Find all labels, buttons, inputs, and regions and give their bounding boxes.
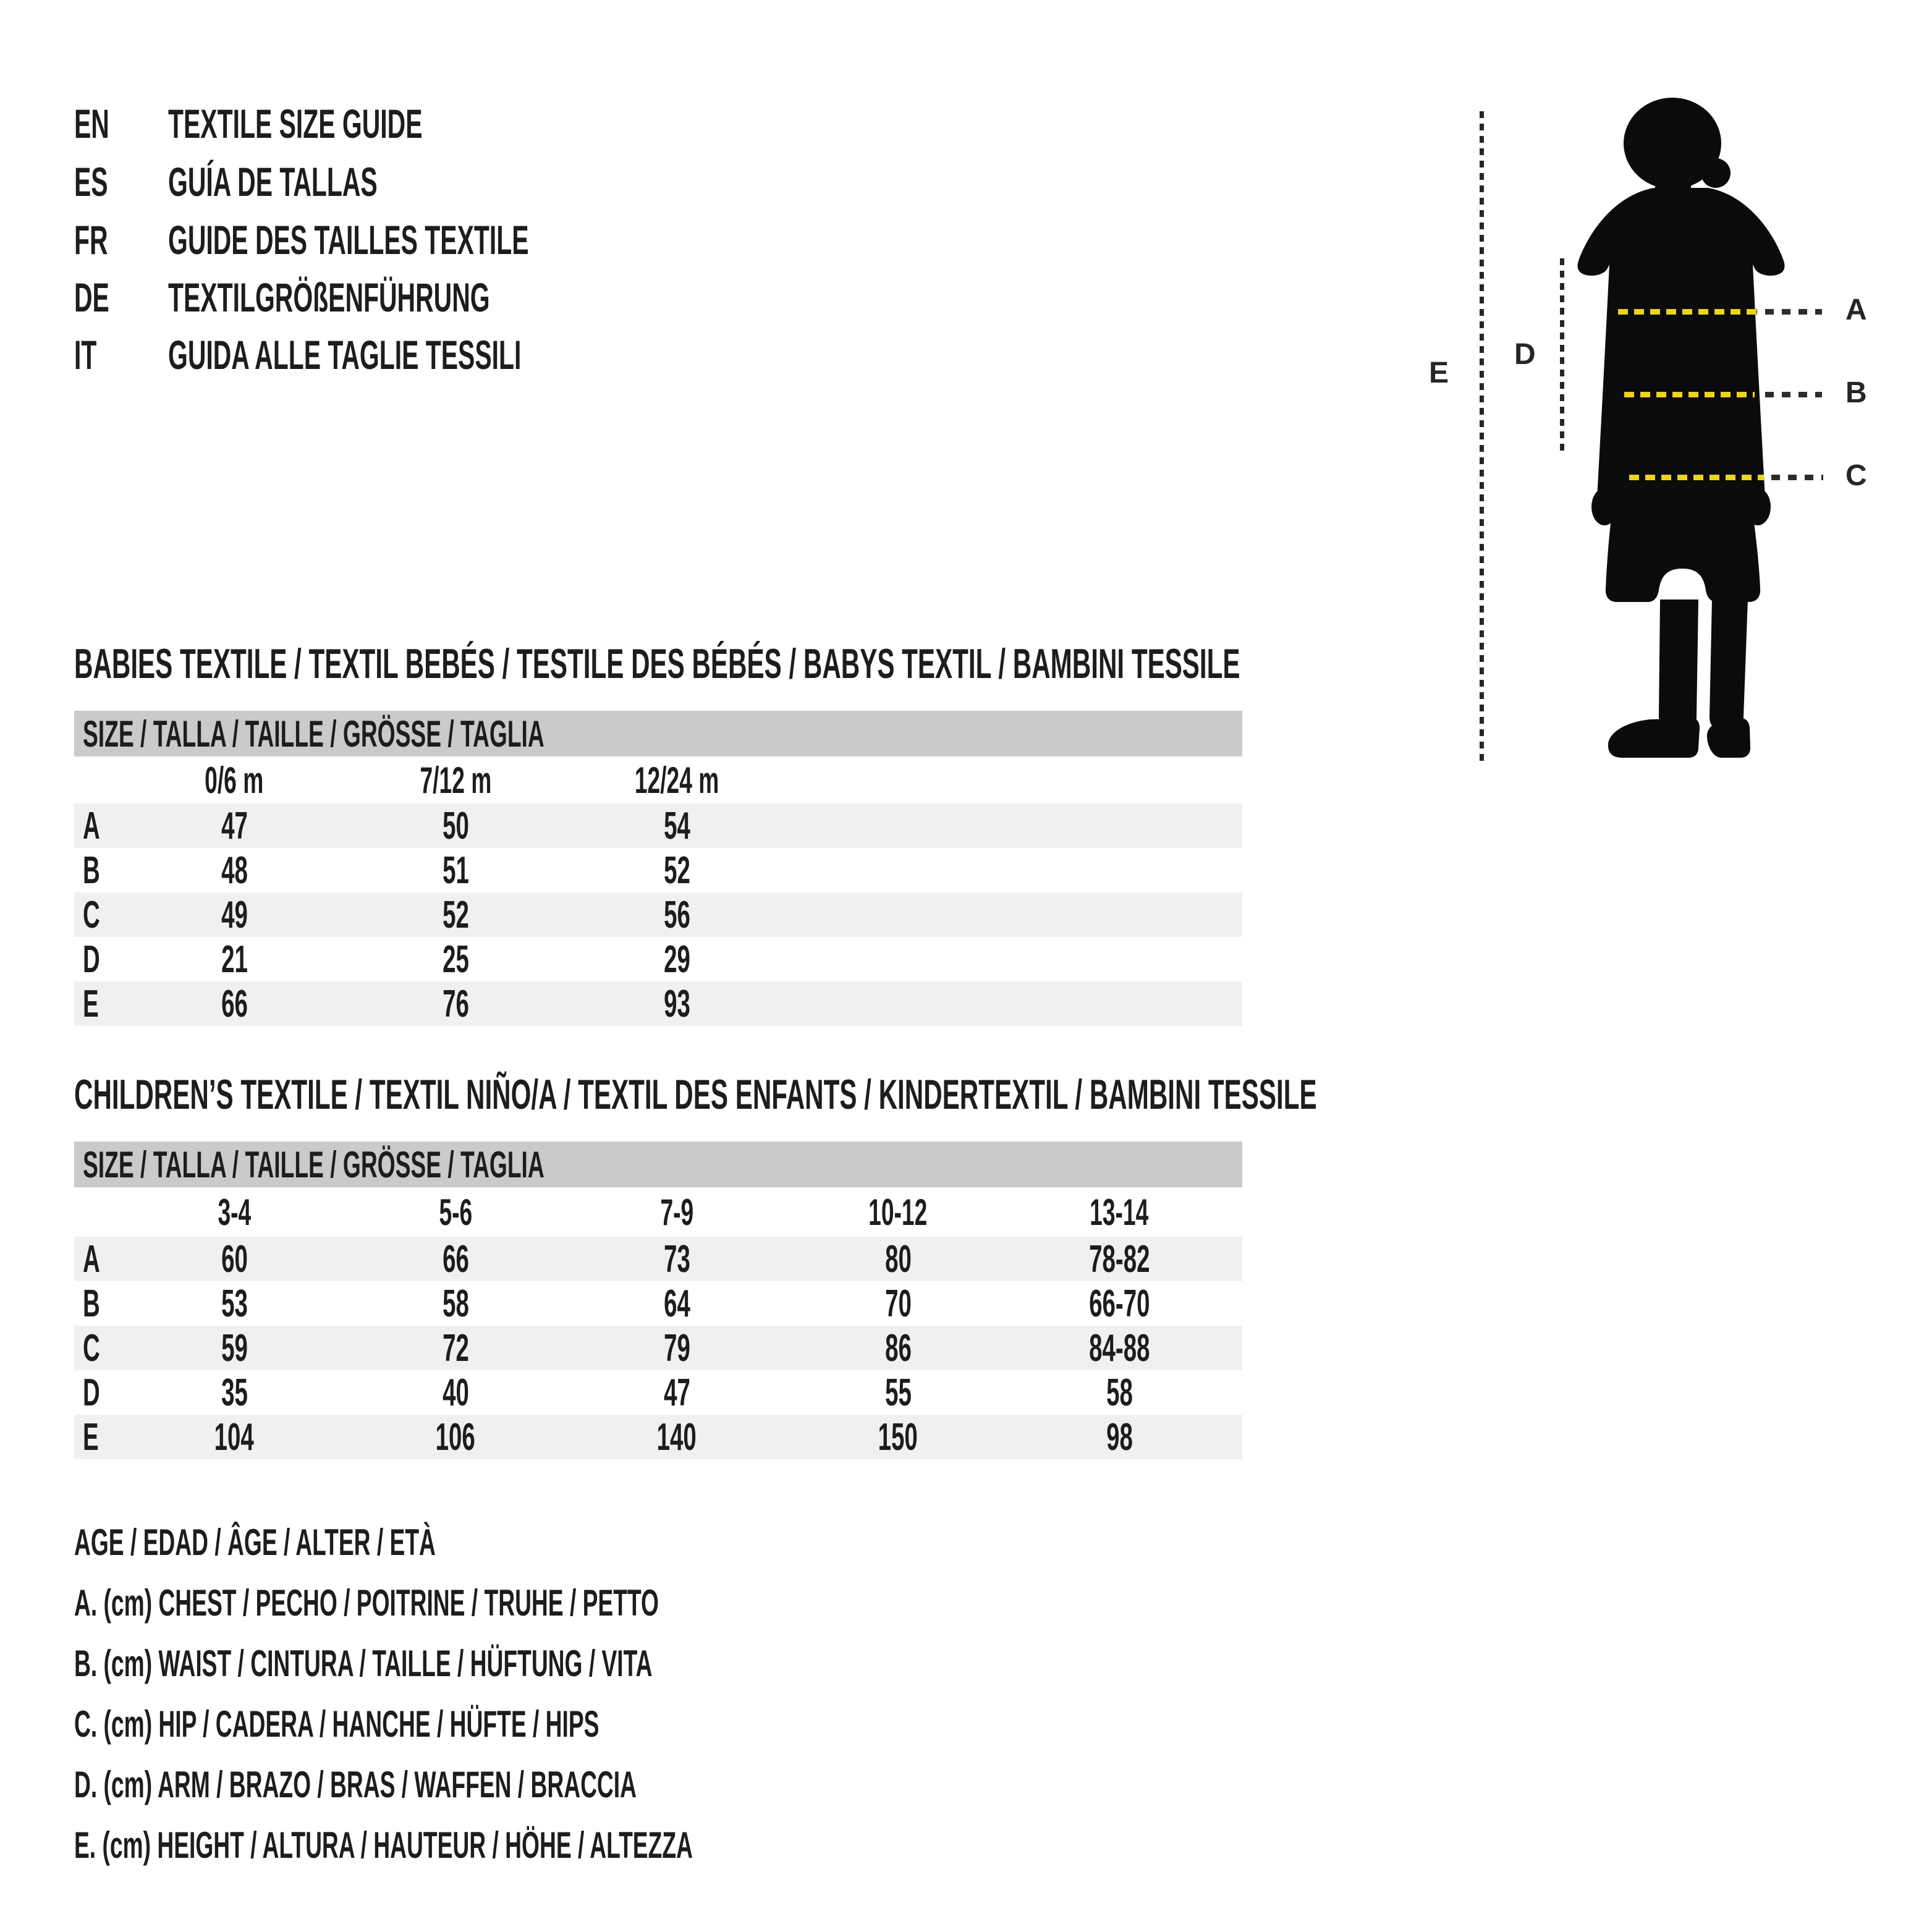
table-cell: 106 (435, 1415, 476, 1459)
column-header: 0/6 m (205, 759, 264, 801)
legend-line-hip: C. (cm) HIP / CADERA / HANCHE / HÜFTE / HIPS (74, 1703, 600, 1745)
table-cell: 21 (221, 938, 248, 981)
table-cell: 53 (221, 1282, 248, 1325)
size-header-label: SIZE / TALLA / TAILLE / GRÖSSE / TAGLIA (83, 713, 544, 755)
table-cell: 52 (442, 893, 469, 936)
table-row (74, 1281, 1242, 1326)
child-silhouette (1570, 98, 1792, 765)
children-section-title-text: CHILDREN’S TEXTILE / TEXTIL NIÑO/A / TEXTIL DES ENFANTS / KINDERTEXTIL / BAMBINI TESSILE (74, 1071, 1317, 1118)
table-cell: 58 (1106, 1371, 1133, 1414)
table-row (74, 892, 1242, 937)
table-row (74, 803, 1242, 848)
table-cell: 52 (663, 849, 690, 892)
language-title-text: GUÍA DE TALLAS (168, 159, 378, 205)
babies-table-header-band (74, 711, 1242, 756)
table-row (74, 1237, 1242, 1281)
legend-line-arm: D. (cm) ARM / BRAZO / BRAS / WAFFEN / BRACCIA (74, 1764, 637, 1805)
table-cell: 59 (221, 1326, 248, 1370)
language-code-text: ES (74, 159, 108, 205)
children-size-table (74, 1142, 1242, 1459)
table-cell: 51 (442, 849, 469, 892)
table-row (74, 981, 1242, 1026)
legend-line-height: E. (cm) HEIGHT / ALTURA / HAUTEUR / HÖHE / ALTEZZA (74, 1824, 693, 1866)
table-row (74, 848, 1242, 892)
language-title (168, 274, 687, 320)
babies-column-header-row (74, 756, 1242, 803)
language-code-text: IT (74, 332, 97, 378)
row-label: E (83, 1415, 99, 1459)
table-cell: 56 (663, 893, 690, 936)
legend-line-chest: A. (cm) CHEST / PECHO / POITRINE / TRUHE / PETTO (74, 1582, 659, 1624)
row-label: A (83, 804, 100, 847)
table-row (74, 1370, 1242, 1415)
language-title (168, 332, 738, 378)
table-cell: 76 (442, 982, 469, 1025)
column-header: 13-14 (1090, 1191, 1149, 1233)
silhouette-tunic (1578, 188, 1785, 506)
language-title-text: TEXTILE SIZE GUIDE (168, 101, 423, 146)
table-cell: 84-88 (1088, 1326, 1150, 1370)
table-cell: 25 (442, 938, 469, 981)
table-cell: 58 (442, 1282, 469, 1325)
chest-label: A (1845, 294, 1867, 326)
legend-line-waist: B. (cm) WAIST / CINTURA / TAILLE / HÜFTUNG / VITA (74, 1643, 653, 1684)
row-label: C (83, 1326, 100, 1370)
row-label: A (83, 1237, 100, 1281)
hip-label: C (1845, 459, 1867, 492)
table-cell: 47 (221, 804, 248, 847)
babies-size-table (74, 711, 1242, 1026)
table-cell: 60 (221, 1237, 248, 1281)
table-cell: 78-82 (1088, 1237, 1150, 1281)
row-label: B (83, 849, 100, 892)
waist-line-yellow-dashes (1624, 392, 1755, 397)
table-cell: 40 (442, 1371, 469, 1414)
row-label: D (83, 938, 100, 981)
height-label: E (1429, 357, 1449, 389)
table-cell: 49 (221, 893, 248, 936)
row-label: B (83, 1282, 100, 1325)
table-cell: 50 (442, 804, 469, 847)
table-cell: 35 (221, 1371, 248, 1414)
table-cell: 55 (884, 1371, 912, 1414)
language-code (74, 217, 129, 263)
row-label: D (83, 1371, 100, 1414)
row-label: C (83, 893, 100, 936)
language-code (74, 274, 131, 320)
table-cell: 80 (884, 1237, 912, 1281)
hip-line-yellow-dashes (1629, 475, 1764, 480)
table-cell: 66 (221, 982, 248, 1025)
row-label: E (83, 982, 99, 1025)
waist-label: B (1845, 376, 1867, 409)
table-cell: 64 (663, 1282, 690, 1325)
table-cell: 54 (663, 804, 690, 847)
table-cell: 104 (214, 1415, 255, 1459)
table-cell: 86 (884, 1326, 912, 1370)
language-title (168, 159, 506, 205)
table-cell: 140 (656, 1415, 697, 1459)
arm-label: D (1514, 338, 1536, 371)
language-code-text: DE (74, 274, 109, 320)
language-title (168, 103, 578, 144)
language-code (74, 103, 131, 144)
table-cell: 93 (663, 982, 690, 1025)
silhouette-right-leg (1710, 600, 1748, 729)
language-code-text: EN (74, 101, 109, 146)
babies-section-title-text: BABIES TEXTILE / TEXTIL BEBÉS / TESTILE DES BÉBÉS / BABYS TEXTIL / BAMBINI TESSILE (74, 640, 1240, 687)
column-header: 7-9 (660, 1191, 693, 1233)
column-header: 5-6 (439, 1191, 472, 1233)
size-header-label: SIZE / TALLA / TAILLE / GRÖSSE / TAGLIA (83, 1143, 544, 1185)
table-row (74, 937, 1242, 981)
table-cell: 47 (663, 1371, 690, 1414)
table-cell: 79 (663, 1326, 690, 1370)
chest-line-yellow-dashes (1618, 309, 1757, 315)
language-title-text: GUIDA ALLE TAGLIE TESSILI (168, 332, 522, 378)
language-code-text: FR (74, 217, 108, 263)
table-cell: 72 (442, 1326, 469, 1370)
language-code (74, 332, 111, 378)
table-cell: 70 (884, 1282, 912, 1325)
silhouette-left-shoe (1608, 718, 1700, 758)
column-header: 3-4 (218, 1191, 251, 1233)
children-column-header-row (74, 1187, 1242, 1237)
table-cell: 48 (221, 849, 248, 892)
table-cell: 150 (878, 1415, 918, 1459)
arm-measure-dotted-line (1560, 258, 1564, 452)
column-header: 10-12 (868, 1191, 928, 1233)
children-section-title (74, 1071, 1932, 1118)
language-title-text: TEXTILGRÖßENFÜHRUNG (168, 274, 490, 320)
table-cell: 29 (663, 938, 690, 981)
language-title (168, 217, 750, 263)
table-cell: 66-70 (1088, 1282, 1150, 1325)
language-title-text: GUIDE DES TAILLES TEXTILE (168, 217, 529, 263)
silhouette-shorts (1606, 503, 1760, 602)
table-row (74, 1326, 1242, 1370)
column-header: 7/12 m (420, 759, 491, 801)
children-table-header-band (74, 1142, 1242, 1187)
table-row (74, 1415, 1242, 1459)
table-cell: 66 (442, 1237, 469, 1281)
table-cell: 98 (1106, 1415, 1133, 1459)
language-code (74, 159, 129, 205)
table-cell: 73 (663, 1237, 690, 1281)
silhouette-hair (1701, 158, 1731, 188)
legend-line-age: AGE / EDAD / ÂGE / ALTER / ETÀ (74, 1522, 436, 1563)
silhouette-left-leg (1659, 600, 1698, 729)
column-header: 12/24 m (634, 759, 719, 801)
height-measure-dotted-line (1480, 111, 1484, 764)
